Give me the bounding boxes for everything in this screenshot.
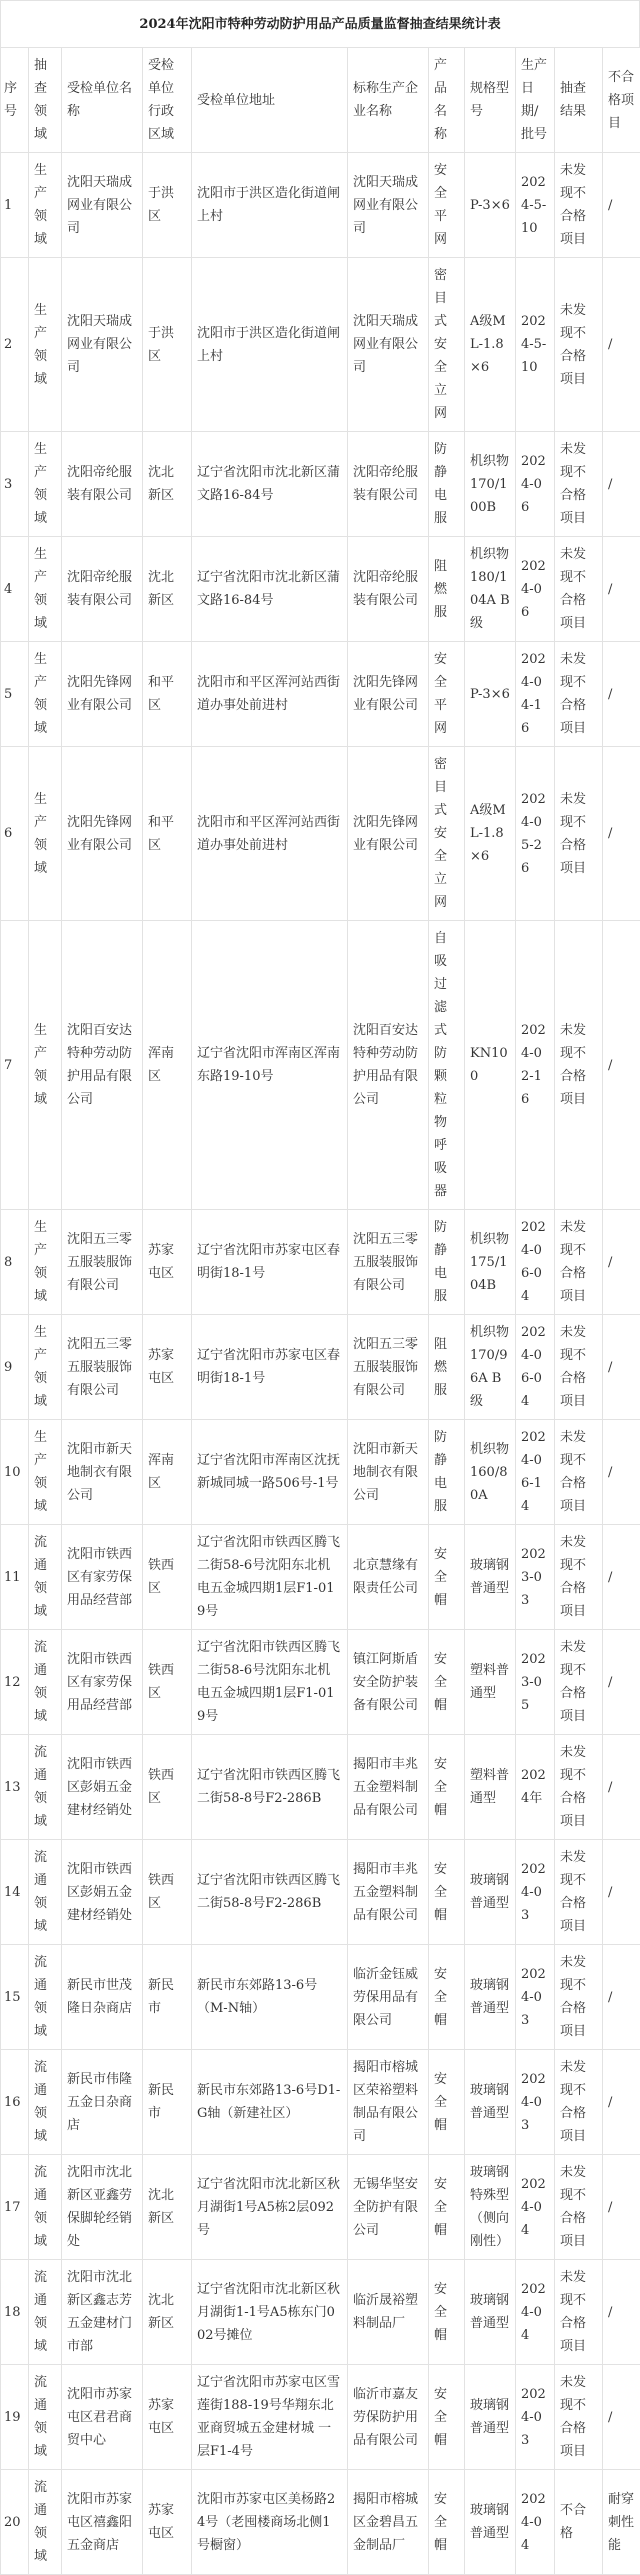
- cell-spec: A级ML-1.8×6: [465, 258, 516, 432]
- cell-unit-name: 沈阳市沈北新区亚鑫劳保脚轮经销处: [62, 2155, 143, 2260]
- cell-date: 2024-03: [516, 1945, 555, 2050]
- cell-address: 辽宁省沈阳市苏家屯区春明街18-1号: [192, 1315, 348, 1420]
- cell-manufacturer: 沈阳天瑞成网业有限公司: [348, 258, 429, 432]
- cell-no: 12: [1, 1630, 29, 1735]
- cell-address: 辽宁省沈阳市铁西区腾飞二街58-6号沈阳东北机电五金城四期1层F1-019号: [192, 1630, 348, 1735]
- cell-failed-items: /: [603, 1840, 640, 1945]
- cell-product: 安全平网: [429, 153, 465, 258]
- results-table: [0, 47, 640, 2575]
- table-row: [1, 1945, 640, 2050]
- cell-result: 未发现不合格项目: [555, 1525, 603, 1630]
- cell-spec: KN100: [465, 921, 516, 1210]
- header-domain: 抽查领域: [29, 48, 62, 153]
- cell-failed-items: /: [603, 432, 640, 537]
- cell-date: 2024-03: [516, 2050, 555, 2155]
- cell-date: 2024-04: [516, 2470, 555, 2575]
- cell-product: 安全帽: [429, 1840, 465, 1945]
- cell-product: 安全帽: [429, 1945, 465, 2050]
- table-row: [1, 2260, 640, 2365]
- cell-district: 铁西区: [143, 1525, 192, 1630]
- cell-district: 沈北新区: [143, 432, 192, 537]
- header-district: 受检单位行政区域: [143, 48, 192, 153]
- cell-product: 防静电服: [429, 432, 465, 537]
- cell-spec: 机织物175/104B: [465, 1210, 516, 1315]
- cell-no: 17: [1, 2155, 29, 2260]
- cell-product: 阻燃服: [429, 1315, 465, 1420]
- cell-unit-name: 沈阳市铁西区有家劳保用品经营部: [62, 1525, 143, 1630]
- cell-spec: 玻璃钢普通型: [465, 1945, 516, 2050]
- table-row: [1, 1840, 640, 1945]
- cell-result: 未发现不合格项目: [555, 258, 603, 432]
- cell-date: 2024-06-14: [516, 1420, 555, 1525]
- cell-no: 2: [1, 258, 29, 432]
- cell-date: 2024-5-10: [516, 258, 555, 432]
- cell-result: 未发现不合格项目: [555, 2365, 603, 2470]
- cell-no: 1: [1, 153, 29, 258]
- table-row: [1, 747, 640, 921]
- cell-address: 辽宁省沈阳市沈北新区秋月湖街1号A5栋2层092号: [192, 2155, 348, 2260]
- header-failed-items: 不合格项目: [603, 48, 640, 153]
- cell-domain: 流通领域: [29, 1525, 62, 1630]
- cell-no: 19: [1, 2365, 29, 2470]
- header-unit-name: 受检单位名称: [62, 48, 143, 153]
- cell-domain: 流通领域: [29, 1945, 62, 2050]
- cell-failed-items: /: [603, 642, 640, 747]
- cell-manufacturer: 临沂金钰威劳保用品有限公司: [348, 1945, 429, 2050]
- cell-no: 8: [1, 1210, 29, 1315]
- page-title: 2024年沈阳市特种劳动防护用品产品质量监督抽查结果统计表: [0, 0, 640, 47]
- cell-manufacturer: 沈阳百安达特种劳动防护用品有限公司: [348, 921, 429, 1210]
- cell-district: 和平区: [143, 747, 192, 921]
- header-date: 生产日期/批号: [516, 48, 555, 153]
- cell-spec: A级ML-1.8×6: [465, 747, 516, 921]
- cell-failed-items: /: [603, 1315, 640, 1420]
- table-body: [1, 153, 640, 2575]
- cell-address: 沈阳市苏家屯区美杨路24号（老囤楼商场北侧1号橱窗）: [192, 2470, 348, 2575]
- cell-failed-items: /: [603, 537, 640, 642]
- cell-domain: 流通领域: [29, 1840, 62, 1945]
- cell-district: 浑南区: [143, 1420, 192, 1525]
- cell-result: 未发现不合格项目: [555, 537, 603, 642]
- cell-manufacturer: 沈阳五三零五服装服饰有限公司: [348, 1315, 429, 1420]
- cell-no: 4: [1, 537, 29, 642]
- cell-domain: 生产领域: [29, 1315, 62, 1420]
- cell-failed-items: /: [603, 2155, 640, 2260]
- cell-unit-name: 沈阳市铁西区有家劳保用品经营部: [62, 1630, 143, 1735]
- cell-address: 沈阳市和平区浑河站西街道办事处前进村: [192, 747, 348, 921]
- cell-product: 防静电服: [429, 1420, 465, 1525]
- table-row: [1, 1420, 640, 1525]
- cell-unit-name: 沈阳先锋网业有限公司: [62, 747, 143, 921]
- cell-unit-name: 沈阳百安达特种劳动防护用品有限公司: [62, 921, 143, 1210]
- cell-result: 未发现不合格项目: [555, 153, 603, 258]
- table-row: [1, 537, 640, 642]
- cell-unit-name: 沈阳五三零五服装服饰有限公司: [62, 1210, 143, 1315]
- cell-unit-name: 沈阳市沈北新区鑫志芳五金建材门市部: [62, 2260, 143, 2365]
- cell-result: 未发现不合格项目: [555, 1210, 603, 1315]
- cell-result: 未发现不合格项目: [555, 432, 603, 537]
- cell-manufacturer: 沈阳帝纶服装有限公司: [348, 432, 429, 537]
- cell-address: 辽宁省沈阳市沈北新区蒲文路16-84号: [192, 537, 348, 642]
- cell-no: 14: [1, 1840, 29, 1945]
- cell-spec: 塑料普通型: [465, 1630, 516, 1735]
- cell-address: 沈阳市于洪区造化街道闸上村: [192, 258, 348, 432]
- cell-failed-items: /: [603, 2365, 640, 2470]
- cell-date: 2023-05: [516, 1630, 555, 1735]
- cell-address: 辽宁省沈阳市浑南区沈抚新城同城一路506号-1号: [192, 1420, 348, 1525]
- cell-district: 苏家屯区: [143, 1315, 192, 1420]
- cell-district: 新民市: [143, 1945, 192, 2050]
- cell-product: 防静电服: [429, 1210, 465, 1315]
- cell-spec: 玻璃钢普通型: [465, 2365, 516, 2470]
- cell-domain: 流通领域: [29, 2260, 62, 2365]
- header-manufacturer: 标称生产企业名称: [348, 48, 429, 153]
- cell-no: 5: [1, 642, 29, 747]
- cell-manufacturer: 沈阳先锋网业有限公司: [348, 642, 429, 747]
- table-row: [1, 1630, 640, 1735]
- cell-spec: 机织物180/104A B级: [465, 537, 516, 642]
- cell-address: 新民市东郊路13-6号（M-N轴）: [192, 1945, 348, 2050]
- cell-result: 未发现不合格项目: [555, 1735, 603, 1840]
- cell-manufacturer: 揭阳市榕城区荣裕塑料制品有限公司: [348, 2050, 429, 2155]
- cell-district: 于洪区: [143, 258, 192, 432]
- table-row: [1, 642, 640, 747]
- cell-manufacturer: 沈阳市新天地制衣有限公司: [348, 1420, 429, 1525]
- cell-result: 未发现不合格项目: [555, 642, 603, 747]
- cell-domain: 生产领域: [29, 1420, 62, 1525]
- cell-product: 安全帽: [429, 1630, 465, 1735]
- cell-spec: 玻璃钢普通型: [465, 2260, 516, 2365]
- cell-product: 安全帽: [429, 2365, 465, 2470]
- cell-manufacturer: 北京慧缘有限责任公司: [348, 1525, 429, 1630]
- cell-failed-items: /: [603, 1735, 640, 1840]
- cell-product: 安全帽: [429, 2260, 465, 2365]
- cell-district: 苏家屯区: [143, 2470, 192, 2575]
- cell-district: 沈北新区: [143, 537, 192, 642]
- table-row: [1, 1210, 640, 1315]
- cell-address: 辽宁省沈阳市苏家屯区春明街18-1号: [192, 1210, 348, 1315]
- cell-unit-name: 沈阳市铁西区彭娟五金建材经销处: [62, 1840, 143, 1945]
- cell-no: 18: [1, 2260, 29, 2365]
- cell-date: 2024-06: [516, 432, 555, 537]
- cell-date: 2024-06: [516, 537, 555, 642]
- cell-date: 2024-06-04: [516, 1210, 555, 1315]
- cell-district: 苏家屯区: [143, 1210, 192, 1315]
- cell-failed-items: /: [603, 1630, 640, 1735]
- cell-result: 未发现不合格项目: [555, 1630, 603, 1735]
- cell-no: 15: [1, 1945, 29, 2050]
- table-row: [1, 1525, 640, 1630]
- cell-result: 未发现不合格项目: [555, 1420, 603, 1525]
- cell-address: 辽宁省沈阳市苏家屯区雪莲街188-19号华翔东北亚商贸城五金建材城 一层F1-4号: [192, 2365, 348, 2470]
- cell-date: 2024-03: [516, 1840, 555, 1945]
- cell-manufacturer: 沈阳帝纶服装有限公司: [348, 537, 429, 642]
- cell-no: 10: [1, 1420, 29, 1525]
- cell-unit-name: 沈阳天瑞成网业有限公司: [62, 258, 143, 432]
- table-header-row: [1, 48, 640, 153]
- cell-product: 安全帽: [429, 1525, 465, 1630]
- cell-result: 未发现不合格项目: [555, 2155, 603, 2260]
- cell-product: 安全帽: [429, 1735, 465, 1840]
- cell-address: 辽宁省沈阳市浑南区浑南东路19-10号: [192, 921, 348, 1210]
- cell-district: 和平区: [143, 642, 192, 747]
- table-row: [1, 1315, 640, 1420]
- cell-product: 安全帽: [429, 2155, 465, 2260]
- cell-no: 20: [1, 2470, 29, 2575]
- cell-product: 阻燃服: [429, 537, 465, 642]
- cell-manufacturer: 沈阳先锋网业有限公司: [348, 747, 429, 921]
- table-row: [1, 2470, 640, 2575]
- cell-district: 浑南区: [143, 921, 192, 1210]
- header-no: 序号: [1, 48, 29, 153]
- cell-spec: P-3×6: [465, 153, 516, 258]
- cell-spec: P-3×6: [465, 642, 516, 747]
- cell-failed-items: /: [603, 2050, 640, 2155]
- cell-manufacturer: 沈阳五三零五服装服饰有限公司: [348, 1210, 429, 1315]
- cell-failed-items: /: [603, 1945, 640, 2050]
- cell-address: 新民市东郊路13-6号D1-G轴（新建社区）: [192, 2050, 348, 2155]
- cell-unit-name: 沈阳五三零五服装服饰有限公司: [62, 1315, 143, 1420]
- header-address: 受检单位地址: [192, 48, 348, 153]
- cell-spec: 玻璃钢普通型: [465, 2470, 516, 2575]
- cell-date: 2024-03: [516, 2365, 555, 2470]
- table-row: [1, 921, 640, 1210]
- cell-no: 16: [1, 2050, 29, 2155]
- cell-manufacturer: 临沂市嘉友劳保防护用品有限公司: [348, 2365, 429, 2470]
- cell-manufacturer: 揭阳市榕城区金碧昌五金制品厂: [348, 2470, 429, 2575]
- cell-domain: 流通领域: [29, 2470, 62, 2575]
- cell-unit-name: 沈阳市新天地制衣有限公司: [62, 1420, 143, 1525]
- cell-domain: 生产领域: [29, 537, 62, 642]
- cell-address: 辽宁省沈阳市沈北新区秋月湖街1-1号A5栋东门002号摊位: [192, 2260, 348, 2365]
- cell-domain: 流通领域: [29, 2155, 62, 2260]
- cell-result: 未发现不合格项目: [555, 1945, 603, 2050]
- cell-district: 铁西区: [143, 1630, 192, 1735]
- table-row: [1, 2155, 640, 2260]
- cell-date: 2024-5-10: [516, 153, 555, 258]
- cell-result: 未发现不合格项目: [555, 2050, 603, 2155]
- cell-address: 辽宁省沈阳市铁西区腾飞二街58-6号沈阳东北机电五金城四期1层F1-019号: [192, 1525, 348, 1630]
- cell-manufacturer: 无锡华坚安全防护有限公司: [348, 2155, 429, 2260]
- cell-no: 6: [1, 747, 29, 921]
- cell-unit-name: 沈阳市苏家屯区禧鑫阳五金商店: [62, 2470, 143, 2575]
- cell-date: 2024-04: [516, 2260, 555, 2365]
- cell-district: 苏家屯区: [143, 2365, 192, 2470]
- cell-manufacturer: 沈阳天瑞成网业有限公司: [348, 153, 429, 258]
- cell-date: 2024-05-26: [516, 747, 555, 921]
- cell-result: 不合格: [555, 2470, 603, 2575]
- cell-domain: 生产领域: [29, 747, 62, 921]
- table-row: [1, 258, 640, 432]
- cell-failed-items: /: [603, 1420, 640, 1525]
- cell-domain: 流通领域: [29, 2365, 62, 2470]
- cell-failed-items: /: [603, 747, 640, 921]
- table-row: [1, 432, 640, 537]
- cell-unit-name: 沈阳天瑞成网业有限公司: [62, 153, 143, 258]
- cell-domain: 生产领域: [29, 258, 62, 432]
- cell-failed-items: /: [603, 2260, 640, 2365]
- cell-spec: 玻璃钢特殊型（侧向刚性）: [465, 2155, 516, 2260]
- cell-spec: 塑料普通型: [465, 1735, 516, 1840]
- cell-manufacturer: 临沂晟裕塑料制品厂: [348, 2260, 429, 2365]
- cell-domain: 流通领域: [29, 1735, 62, 1840]
- cell-spec: 机织物160/80A: [465, 1420, 516, 1525]
- cell-district: 沈北新区: [143, 2260, 192, 2365]
- cell-district: 铁西区: [143, 1735, 192, 1840]
- cell-product: 密目式安全立网: [429, 258, 465, 432]
- cell-date: 2024-02-16: [516, 921, 555, 1210]
- cell-domain: 生产领域: [29, 642, 62, 747]
- cell-unit-name: 沈阳帝纶服装有限公司: [62, 537, 143, 642]
- cell-manufacturer: 揭阳市丰兆五金塑料制品有限公司: [348, 1735, 429, 1840]
- header-result: 抽查结果: [555, 48, 603, 153]
- cell-address: 沈阳市于洪区造化街道闸上村: [192, 153, 348, 258]
- cell-domain: 流通领域: [29, 2050, 62, 2155]
- cell-date: 2024-06-04: [516, 1315, 555, 1420]
- cell-failed-items: /: [603, 258, 640, 432]
- cell-address: 辽宁省沈阳市沈北新区蒲文路16-84号: [192, 432, 348, 537]
- cell-spec: 玻璃钢普通型: [465, 1840, 516, 1945]
- cell-domain: 生产领域: [29, 153, 62, 258]
- cell-spec: 机织物170/100B: [465, 432, 516, 537]
- cell-unit-name: 沈阳市铁西区彭娟五金建材经销处: [62, 1735, 143, 1840]
- cell-date: 2023-03: [516, 1525, 555, 1630]
- cell-date: 2024-04: [516, 2155, 555, 2260]
- table-row: [1, 2365, 640, 2470]
- cell-district: 沈北新区: [143, 2155, 192, 2260]
- cell-failed-items: 耐穿刺性能: [603, 2470, 640, 2575]
- cell-unit-name: 新民市世茂隆日杂商店: [62, 1945, 143, 2050]
- cell-date: 2024-04-16: [516, 642, 555, 747]
- cell-domain: 生产领域: [29, 432, 62, 537]
- cell-date: 2024年: [516, 1735, 555, 1840]
- cell-district: 铁西区: [143, 1840, 192, 1945]
- cell-product: 安全帽: [429, 2050, 465, 2155]
- cell-address: 辽宁省沈阳市铁西区腾飞二街58-8号F2-286B: [192, 1840, 348, 1945]
- cell-no: 9: [1, 1315, 29, 1420]
- cell-result: 未发现不合格项目: [555, 2260, 603, 2365]
- header-product: 产品名称: [429, 48, 465, 153]
- cell-product: 自吸过滤式防颗粒物呼吸器: [429, 921, 465, 1210]
- cell-unit-name: 沈阳市苏家屯区君君商贸中心: [62, 2365, 143, 2470]
- cell-no: 11: [1, 1525, 29, 1630]
- cell-district: 于洪区: [143, 153, 192, 258]
- cell-address: 辽宁省沈阳市铁西区腾飞二街58-8号F2-286B: [192, 1735, 348, 1840]
- cell-unit-name: 新民市伟隆五金日杂商店: [62, 2050, 143, 2155]
- cell-domain: 生产领域: [29, 1210, 62, 1315]
- cell-manufacturer: 揭阳市丰兆五金塑料制品有限公司: [348, 1840, 429, 1945]
- cell-address: 沈阳市和平区浑河站西街道办事处前进村: [192, 642, 348, 747]
- table-row: [1, 2050, 640, 2155]
- cell-failed-items: /: [603, 153, 640, 258]
- cell-district: 新民市: [143, 2050, 192, 2155]
- cell-no: 3: [1, 432, 29, 537]
- cell-no: 7: [1, 921, 29, 1210]
- cell-product: 安全平网: [429, 642, 465, 747]
- cell-spec: 机织物170/96A B级: [465, 1315, 516, 1420]
- cell-result: 未发现不合格项目: [555, 747, 603, 921]
- cell-product: 安全帽: [429, 2470, 465, 2575]
- cell-spec: 玻璃钢普通型: [465, 1525, 516, 1630]
- cell-domain: 生产领域: [29, 921, 62, 1210]
- cell-unit-name: 沈阳先锋网业有限公司: [62, 642, 143, 747]
- cell-unit-name: 沈阳帝纶服装有限公司: [62, 432, 143, 537]
- cell-manufacturer: 镇江阿斯盾安全防护装备有限公司: [348, 1630, 429, 1735]
- cell-spec: 玻璃钢普通型: [465, 2050, 516, 2155]
- cell-result: 未发现不合格项目: [555, 921, 603, 1210]
- cell-failed-items: /: [603, 1525, 640, 1630]
- table-row: [1, 1735, 640, 1840]
- cell-result: 未发现不合格项目: [555, 1840, 603, 1945]
- header-spec: 规格型号: [465, 48, 516, 153]
- table-row: [1, 153, 640, 258]
- cell-product: 密目式安全立网: [429, 747, 465, 921]
- cell-result: 未发现不合格项目: [555, 1315, 603, 1420]
- cell-failed-items: /: [603, 1210, 640, 1315]
- cell-no: 13: [1, 1735, 29, 1840]
- cell-domain: 流通领域: [29, 1630, 62, 1735]
- cell-failed-items: /: [603, 921, 640, 1210]
